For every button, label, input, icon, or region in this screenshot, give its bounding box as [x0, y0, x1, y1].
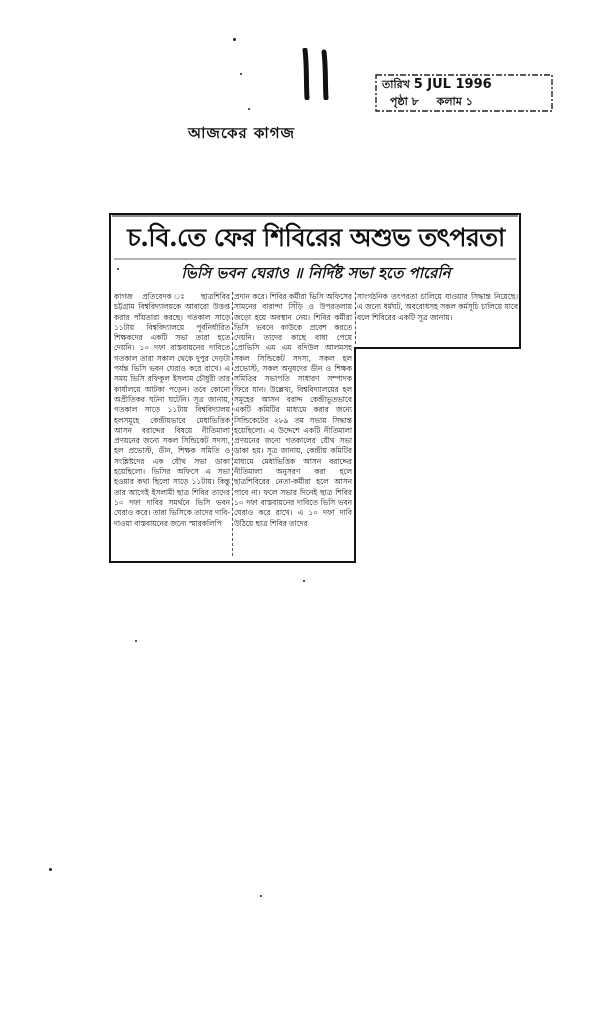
article-subheadline: ভিসি ভবন ঘেরাও ॥ নির্দিষ্ট সভা হতে পারেনি — [181, 264, 451, 282]
article-headline: চ.বি.তে ফের শিবিরের অশুভ তৎপরতা — [127, 223, 505, 252]
stamp-date-label: তারিখ — [382, 78, 410, 91]
article-column-2: প্রদান করে। শিবির কর্মীরা ভিসি অফিসের সামনের বারান্দা সিঁড়ি ও উপরতলায় জড়ো হয়ে অবস্থান নেয়। শিবির কর্মীরা ভিসি ভবনে কাউকে প্রবেশ করতে দেয়নি। তাদের কাছে বাধা পেয়ে প্রোভিসি এম এম বদিউল আলমসহ সকল সিন্ডিকেট সদস্য, সকল হল প্রভোস্ট, সকল অনুষদের ডীন ও শিক্ষক সমিতির সভাপতি সাধারণ সম্পাদক ফিরে যান। উল্লেখ্য, বিশ্ববিদ্যালয়ের হল সমূহের আসন বরাদ্দ কেন্দ্রীভূতভাবে একটি কমিটির মাধ্যমে করার জন্যে সিন্ডিকেটের ২৮৯ তম সভায় সিদ্ধান্ত হয়েছিলো। এ উদ্দেশে একটি নীতিমালা প্রণয়নের জন্যে গতকালের যৌথ সভা ডাকা হয়। সূত্র জানায়, কেন্দ্রীয় কমিটির মাধ্যমে মেধাভিত্তিক আসন বরাদ্দের নীতিমালা অনুসরণ করা হলে ছাত্রশিবিরের নেতা-কর্মীরা হলে আসন পাবে না। ফলে সভার দিনেই ছাত্র শিবির ১০ দফা বাস্তবায়নের দাবিতে ভিসি ভবন ঘেরাও করে রাখে। এ ১০ দফা দাবি উঠিয়ে ছাত্র শিবির তাদের — [234, 292, 352, 528]
newspaper-name: আজকের কাগজ — [188, 124, 296, 142]
stamp-date-value: 5 JUL 1996 — [413, 77, 492, 92]
column-divider — [355, 292, 356, 344]
article-column-1: কাগজ প্রতিবেদক ঃ ছাত্রশিবির চট্টগ্রাম বিশ্ববিদ্যালয়কে আবারো উত্তপ্ত করার পাঁয়তারা করছে। গতকাল সাড়ে ১১টায় বিশ্ববিদ্যালয়ে পূর্বনির্ধারিত শিক্ষকদের একটি সভা তারা হতে দেয়নি। ১০ দফা বাস্তবায়নের দাবিতে গতকাল তারা সকাল থেকে দুপুর দেড়টা পর্যন্ত ভিসি ভবন ঘেরাও করে রাখে। এ সময় ভিসি রফিকুল ইসলাম চৌধুরী তার কার্যালয়ে আটকা পড়েন। তবে কোনো অপ্রীতিকর ঘটনা ঘটেনি। সূত্র জানায়, গতকাল সাড়ে ১১টায় বিশ্ববিদ্যালয় হলসমূহে কেন্দ্রীয়ভাবে মেধাভিত্তিক আসন বরাদ্দের বিষয়ে নীতিমালা প্রণয়নের জন্যে সকল সিন্ডিকেট সদস্য, হল প্রভোস্ট, ডীন, শিক্ষক সমিতি ও সংশ্লিষ্টদের এক যৌথ সভা ডাকা হয়েছিলো। ভিসির অফিসে এ সভা হওয়ার কথা ছিলো সাড়ে ১১টায়। কিন্তু তার আগেই ইসলামী ছাত্র শিবির তাদের ১০ দফা দাবির সমর্থনে ভিসি ভবন ঘেরাও করে। তারা ভিসিকে তাদের দাবি-দাওয়া বাস্তবায়নের জন্যে স্মারকলিপি — [114, 292, 230, 528]
column-divider — [232, 292, 233, 556]
stamp-page-value: ৮ — [411, 95, 419, 108]
stamp-column-label: কলাম — [436, 95, 462, 108]
stamp-page-label: পৃষ্ঠা — [390, 95, 408, 108]
stamp-column-value: ১ — [465, 95, 473, 108]
article-column-3: সাংগঠনিক তৎপরতা চালিয়ে যাওয়ার সিদ্ধান্ত নিয়েছে। এ জন্যে ধর্মঘট, অবরোধসহ সকল কর্মসূচি চালিয়ে যাবে বলে শিবিরের একটি সূত্র জানায়। — [357, 292, 518, 322]
